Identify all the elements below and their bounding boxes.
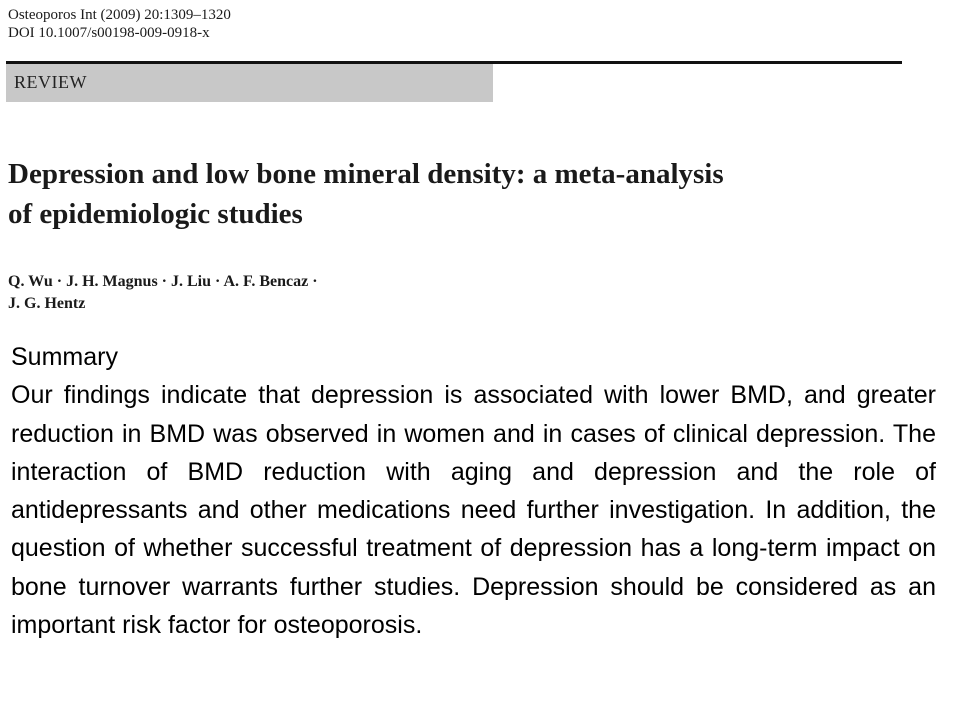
title-line-1: Depression and low bone mineral density: a meta-analysis (8, 158, 724, 190)
journal-reference: Osteoporos Int (2009) 20:1309–1320 (8, 7, 231, 23)
summary-section (11, 338, 936, 644)
section-label: REVIEW (14, 72, 87, 92)
summary-heading: Summary (11, 343, 118, 371)
title-line-2: of epidemiologic studies (8, 198, 303, 230)
doi: DOI 10.1007/s00198-009-0918-x (8, 25, 210, 41)
article-title (8, 154, 928, 234)
author-list (8, 271, 608, 315)
journal-citation (8, 6, 231, 42)
summary-text: Our findings indicate that depression is associated with lower BMD, and greater reduction in BMD was observed in women and in cases of clinical depression. The interaction of BMD reduction with aging and depression and the role of antidepressants and other medications need further investigation. In addition, the question of whether successful treatment of depression has a long-term impact on bone turnover warrants further studies. Depression should be considered as an important risk factor for osteoporosis. (11, 381, 936, 640)
authors-line-1: Q. Wu · J. H. Magnus · J. Liu · A. F. Bencaz · (8, 273, 318, 290)
authors-line-2: J. G. Hentz (8, 295, 86, 312)
